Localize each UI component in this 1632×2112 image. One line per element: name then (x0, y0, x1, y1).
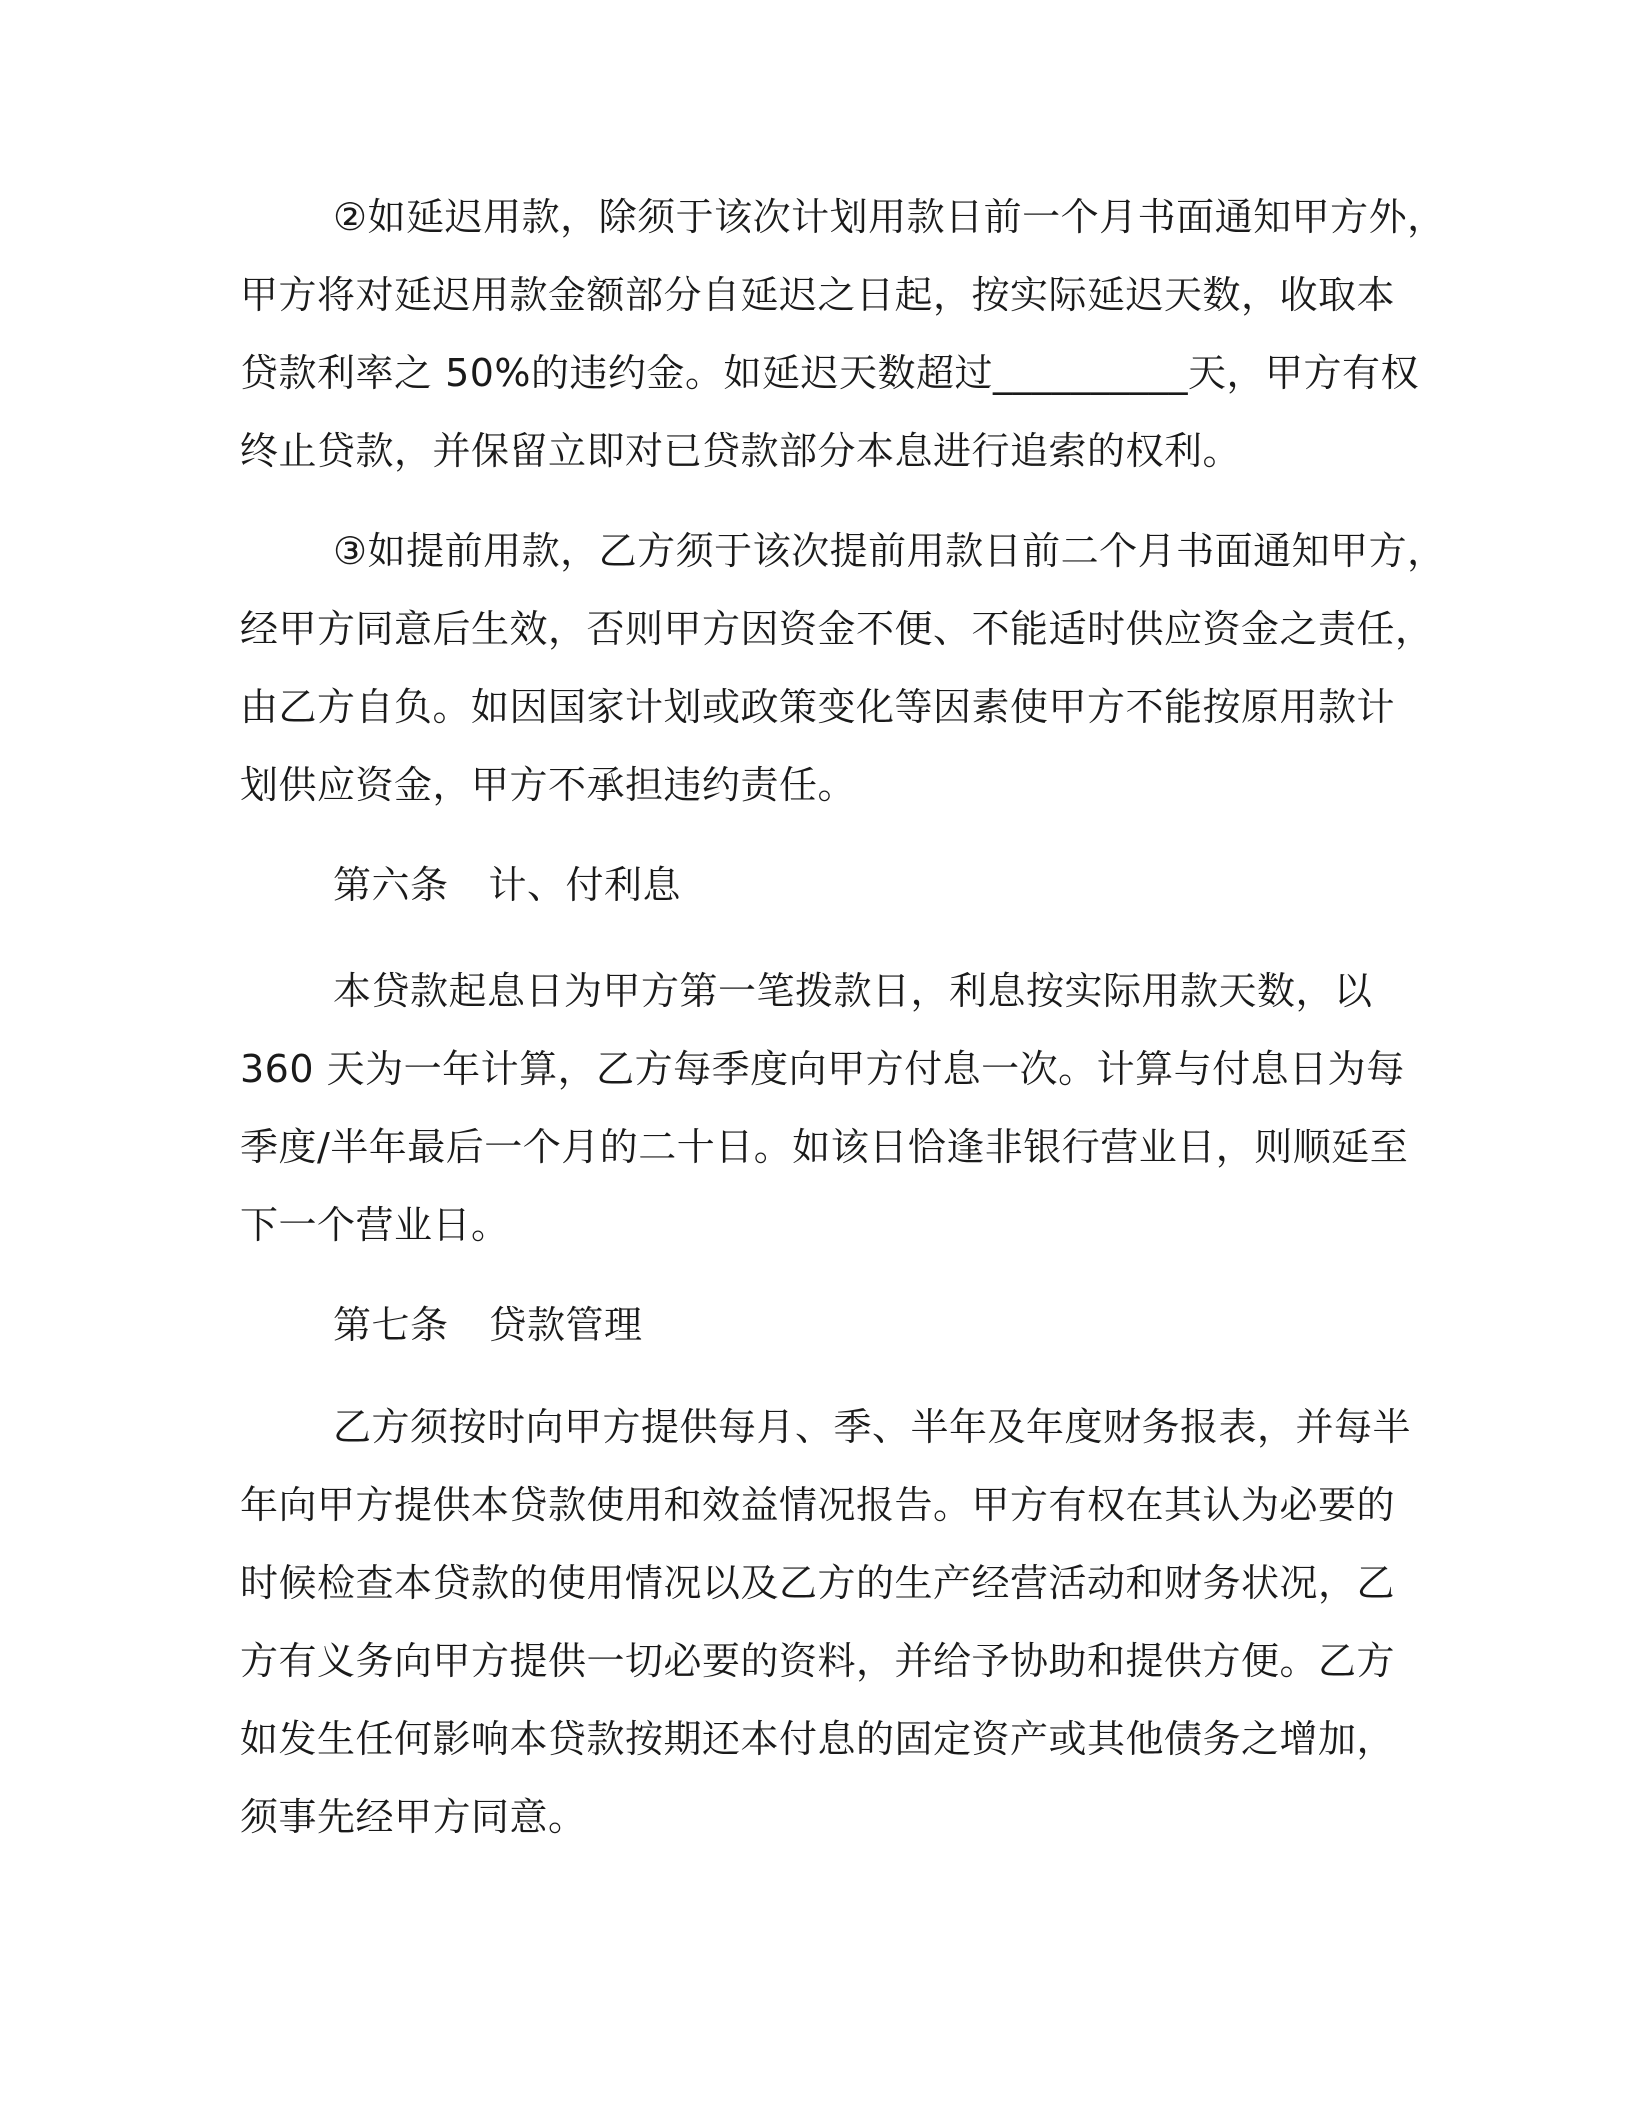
article-7-line-6: 须事先经甲方同意。 (240, 1795, 587, 1839)
article-6-line-3: 季度/半年最后一个月的二十日。如该日恰逢非银行营业日，则顺延至 (240, 1125, 1409, 1169)
paragraph-2-line-3: 贷款利率之 50%的违约金。如延迟天数超过__________天，甲方有权 (240, 351, 1420, 395)
paragraph-2-line-4: 终止贷款，并保留立即对已贷款部分本息进行追索的权利。 (240, 429, 1242, 473)
paragraph-3-line-1: ③如提前用款，乙方须于该次提前用款日前二个月书面通知甲方， (333, 529, 1446, 573)
paragraph-3-line-2: 经甲方同意后生效，否则甲方因资金不便、不能适时供应资金之责任， (240, 607, 1434, 651)
article-7-line-1: 乙方须按时向甲方提供每月、季、半年及年度财务报表，并每半 (333, 1405, 1412, 1449)
article-6-line-2: 360 天为一年计算，乙方每季度向甲方付息一次。计算与付息日为每 (240, 1047, 1405, 1091)
article-7-line-5: 如发生任何影响本贷款按期还本付息的固定资产或其他债务之增加， (240, 1717, 1396, 1761)
article-7-heading (333, 1294, 643, 1356)
article-7-line-3: 时候检查本贷款的使用情况以及乙方的生产经营活动和财务状况，乙 (240, 1561, 1396, 1605)
article-6-title: 计、付利息 (488, 863, 682, 907)
article-6-number: 第六条 (333, 863, 449, 907)
paragraph-3-line-4: 划供应资金，甲方不承担违约责任。 (240, 763, 857, 807)
paragraph-3-line-3: 由乙方自负。如因国家计划或政策变化等因素使甲方不能按原用款计 (240, 685, 1396, 729)
paragraph-2-line-2: 甲方将对延迟用款金额部分自延迟之日起，按实际延迟天数，收取本 (240, 273, 1396, 317)
paragraph-2-line-1: ②如延迟用款，除须于该次计划用款日前一个月书面通知甲方外， (333, 195, 1446, 239)
article-7-number: 第七条 (333, 1303, 449, 1347)
article-7-line-2: 年向甲方提供本贷款使用和效益情况报告。甲方有权在其认为必要的 (240, 1483, 1396, 1527)
article-6-heading (333, 854, 681, 916)
article-7-line-4: 方有义务向甲方提供一切必要的资料，并给予协助和提供方便。乙方 (240, 1639, 1396, 1683)
article-6-line-1: 本贷款起息日为甲方第一笔拨款日，利息按实际用款天数，以 (333, 969, 1373, 1013)
article-7-title: 贷款管理 (488, 1303, 643, 1347)
article-6-line-4: 下一个营业日。 (240, 1203, 510, 1247)
